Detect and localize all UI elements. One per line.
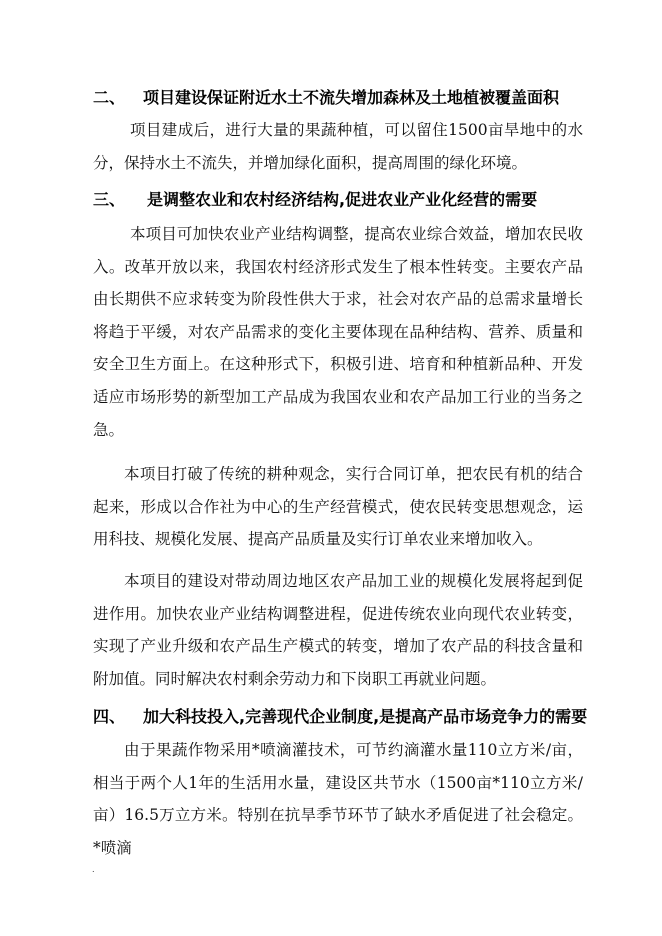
- section-title: 是调整农业和农村经济结构,促进农业产业化经营的需要: [147, 190, 538, 209]
- section-number: 二、: [93, 88, 126, 107]
- section-title: 加大科技投入,完善现代企业制度,是提高产品市场竞争力的需要: [143, 707, 588, 726]
- paragraph: 本项目的建设对带动周边地区农产品加工业的规模化发展将起到促进作用。加快农业产业结构调整进程，促进传统农业向现代农业转变，实现了产业升级和农产品生产模式的转变，增加了农产品的科技含量和附加值。同时解决农村剩余劳动力和下岗职工再就业问题。: [93, 572, 583, 688]
- section-title: 项目建设保证附近水土不流失增加森林及土地植被覆盖面积: [143, 88, 560, 107]
- section-heading-4: [93, 707, 587, 727]
- section-heading-3: [93, 190, 537, 210]
- section-number: 三、: [93, 190, 126, 209]
- paragraph: 项目建成后，进行大量的果蔬种植，可以留住1500亩旱地中的水分，保持水土不流失，并增加绿化面积，提高周围的绿化环境。: [93, 121, 583, 172]
- footer-mark: .: [92, 865, 95, 874]
- paragraph: 本项目可加快农业产业结构调整，提高农业综合效益，增加农民收入。改革开放以来，我国农村经济形式发生了根本性转变。主要农产品由长期供不应求转变为阶段性供大于求，社会对农产品的总需求量增长将趋于平缓，对农产品需求的变化主要体现在品种结构、营养、质量和安全卫生方面上。在这种形式下，积极引进、培育和种植新品种、开发适应市场形势的新型加工产品成为我国农业和农产品加工行业的当务之急。: [93, 225, 583, 439]
- paragraph: 由于果蔬作物采用*喷滴灌技术，可节约滴灌水量110立方米/亩，相当于两个人1年的生活用水量，建设区共节水（1500亩*110立方米/亩）16.5万立方米。特别在抗旱季节环节了缺水矛盾促进了社会稳定。*喷滴: [93, 741, 583, 857]
- section-number: 四、: [93, 707, 126, 726]
- paragraph: 本项目打破了传统的耕种观念，实行合同订单，把农民有机的结合起来，形成以合作社为中心的生产经营模式，使农民转变思想观念，运用科技、规模化发展、提高产品质量及实行订单农业来增加收入。: [93, 465, 583, 549]
- section-heading-2: [93, 88, 559, 108]
